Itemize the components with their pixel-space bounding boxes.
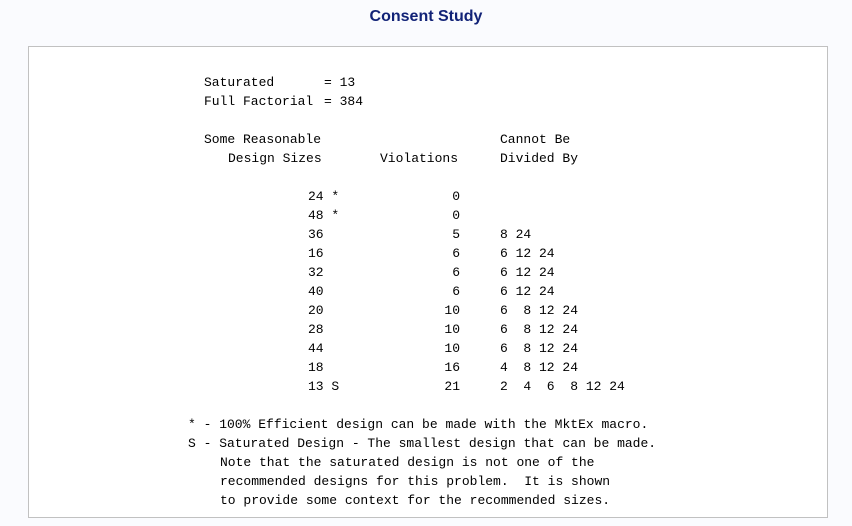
output-box <box>28 46 828 518</box>
row-cannot-be-divided-by: 2 4 6 8 12 24 <box>500 379 625 394</box>
row-violations: 6 <box>452 265 460 280</box>
row-design-size: 32 <box>308 265 324 280</box>
row-design-size: 40 <box>308 284 324 299</box>
row-cannot-be-divided-by: 6 8 12 24 <box>500 303 579 318</box>
row-design-size: 16 <box>308 246 324 261</box>
row-violations: 0 <box>452 189 460 204</box>
row-violations: 0 <box>452 208 460 223</box>
note-saturated-1: S - Saturated Design - The smallest design that can be made. <box>188 436 657 451</box>
row-cannot-be-divided-by: 6 12 24 <box>500 246 555 261</box>
full-factorial-label: Full Factorial <box>204 94 314 109</box>
row-cannot-be-divided-by: 8 24 <box>500 227 532 242</box>
row-design-size: 36 <box>308 227 324 242</box>
row-cannot-be-divided-by: 6 8 12 24 <box>500 341 579 356</box>
row-violations: 6 <box>452 284 460 299</box>
row-violations: 5 <box>452 227 460 242</box>
row-violations: 16 <box>444 360 460 375</box>
row-design-size: 44 <box>308 341 324 356</box>
note-saturated-3: recommended designs for this problem. It is shown <box>220 474 611 489</box>
row-design-size: 13 S <box>308 379 340 394</box>
header-design-sizes-line1: Some Reasonable <box>204 132 322 147</box>
row-design-size: 18 <box>308 360 324 375</box>
full-factorial-value: = 384 <box>324 94 364 109</box>
row-violations: 10 <box>444 303 460 318</box>
row-violations: 10 <box>444 322 460 337</box>
saturated-value: = 13 <box>324 75 356 90</box>
row-design-size: 48 * <box>308 208 340 223</box>
saturated-label: Saturated <box>204 75 275 90</box>
header-cannot-line1: Cannot Be <box>500 132 571 147</box>
output-text <box>29 47 657 522</box>
row-violations: 21 <box>444 379 460 394</box>
row-design-size: 24 * <box>308 189 340 204</box>
row-violations: 10 <box>444 341 460 356</box>
row-cannot-be-divided-by: 4 8 12 24 <box>500 360 579 375</box>
header-design-sizes-line2: Design Sizes <box>228 151 322 166</box>
header-violations: Violations <box>380 151 459 166</box>
row-cannot-be-divided-by: 6 12 24 <box>500 284 555 299</box>
page-title: Consent Study <box>369 8 483 25</box>
note-saturated-2: Note that the saturated design is not one of the <box>220 455 595 470</box>
row-violations: 6 <box>452 246 460 261</box>
row-design-size: 20 <box>308 303 324 318</box>
note-efficient: * - 100% Efficient design can be made with the MktEx macro. <box>188 417 649 432</box>
row-cannot-be-divided-by: 6 12 24 <box>500 265 555 280</box>
row-cannot-be-divided-by: 6 8 12 24 <box>500 322 579 337</box>
header-divided-by-line2: Divided By <box>500 151 579 166</box>
note-saturated-4: to provide some context for the recommended sizes. <box>220 493 611 508</box>
row-design-size: 28 <box>308 322 324 337</box>
